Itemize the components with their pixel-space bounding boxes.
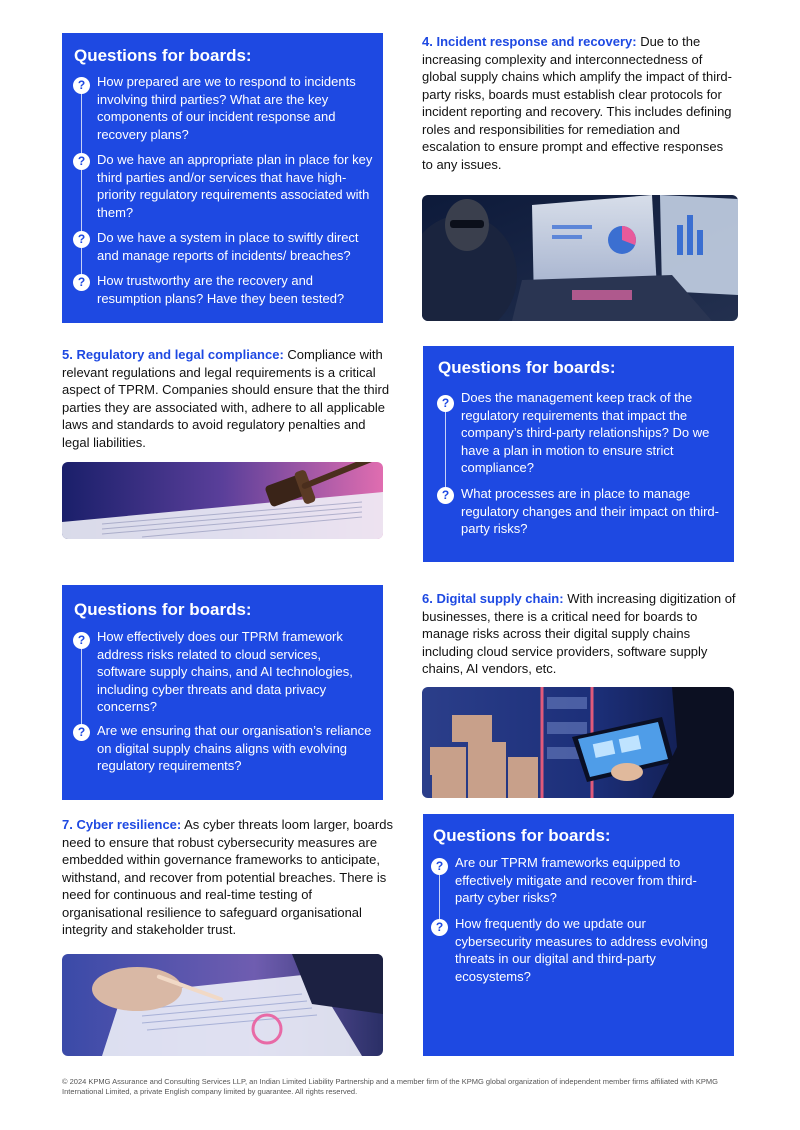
section-digital-supply-chain: 6. Digital supply chain: With increasing digitization of businesses, there is a critical need for boards to manage risks across their digital supply chains including cloud service providers, software supply chains, AI vendors, etc. xyxy=(422,591,736,676)
question-mark-icon: ? xyxy=(73,153,90,170)
questions-box-regulatory: Questions for boards: ? Does the management keep track of the regulatory requirements that impact the company’s third-party relationships? Do we have a plan in motion to ensure strict compliance? ? What processes are in place to manage regulatory changes and their impact on third-party risks? xyxy=(423,346,734,562)
question-connector xyxy=(445,408,446,496)
warehouse-tablet-photo xyxy=(422,687,734,798)
gavel-photo xyxy=(62,462,383,539)
question-mark-icon: ? xyxy=(431,919,448,936)
section-cyber-resilience: 7. Cyber resilience: As cyber threats loom larger, boards need to ensure that robust cybersecurity measures are embedded within governance frameworks to anticipate, withstand, and recover from potential breaches. There is need for continuous and real-time testing of organisational resilience to safeguard organisational integrity and stakeholder trust. xyxy=(62,817,393,937)
question-mark-icon: ? xyxy=(73,231,90,248)
section-incident-response: 4. Incident response and recovery: Due to the increasing complexity and interconnectedness of global supply chains which amplify the impact of third-party risks, boards must establish clear protocols for incident reporting and recovery. This includes defining roles and responsibilities for remediation and escalation to ensure prompt and effective responses to any issues. xyxy=(422,34,732,172)
question-mark-icon: ? xyxy=(73,274,90,291)
box-title: Questions for boards: xyxy=(433,826,611,845)
box-title: Questions for boards: xyxy=(438,358,616,377)
documents-photo xyxy=(62,954,383,1056)
question-mark-icon: ? xyxy=(437,395,454,412)
question-mark-icon: ? xyxy=(437,487,454,504)
question-mark-icon: ? xyxy=(73,77,90,94)
questions-box-cyber: Questions for boards: ? Are our TPRM frameworks equipped to effectively mitigate and recover from third-party cyber risks? ? How frequently do we update our cybersecurity measures to address evolving threats in our digital and third-party ecosystems? xyxy=(423,814,734,1056)
section-regulatory-compliance: 5. Regulatory and legal compliance: Compliance with relevant regulations and legal requirements is a critical aspect of TPRM. Companies should ensure that the third parties they are associated with, adhere to all applicable laws and standards to avoid regulatory penalties and legal liabilities. xyxy=(62,347,390,450)
question-mark-icon: ? xyxy=(73,724,90,741)
question-connector xyxy=(81,88,82,278)
monitors-photo xyxy=(422,195,738,321)
box-title: Questions for boards: xyxy=(74,46,252,65)
question-connector xyxy=(81,645,82,735)
question-mark-icon: ? xyxy=(73,632,90,649)
box-title: Questions for boards: xyxy=(74,600,252,619)
questions-box-incident: Questions for boards: ? How prepared are we to respond to incidents involving third parties? What are the key components of our incident response and recovery plans? ? Do we have an appropriate plan in place for key third parties and/or services that have high-priority regulatory requirements associated with them? ? Do we have a system in place to swiftly direct and manage reports of incidents/ breaches? ? How trustworthy are the recovery and resumption plans? Have they been tested? xyxy=(62,33,383,323)
question-mark-icon: ? xyxy=(431,858,448,875)
questions-box-digital: Questions for boards: ? How effectively does our TPRM framework address risks related to cloud services, software supply chains, and AI technologies, including cyber threats and data privacy concerns? ? Are we ensuring that our organisation’s reliance on digital supply chains aligns with evolving regulatory requirements? xyxy=(62,585,383,800)
copyright-footer: © 2024 KPMG Assurance and Consulting Services LLP, an Indian Limited Liability Partnership and a member firm of the KPMG global organization of independent member firms affiliated with KPMG International Limited, a private English company limited by guarantee. All rights reserved. xyxy=(62,1077,719,1096)
